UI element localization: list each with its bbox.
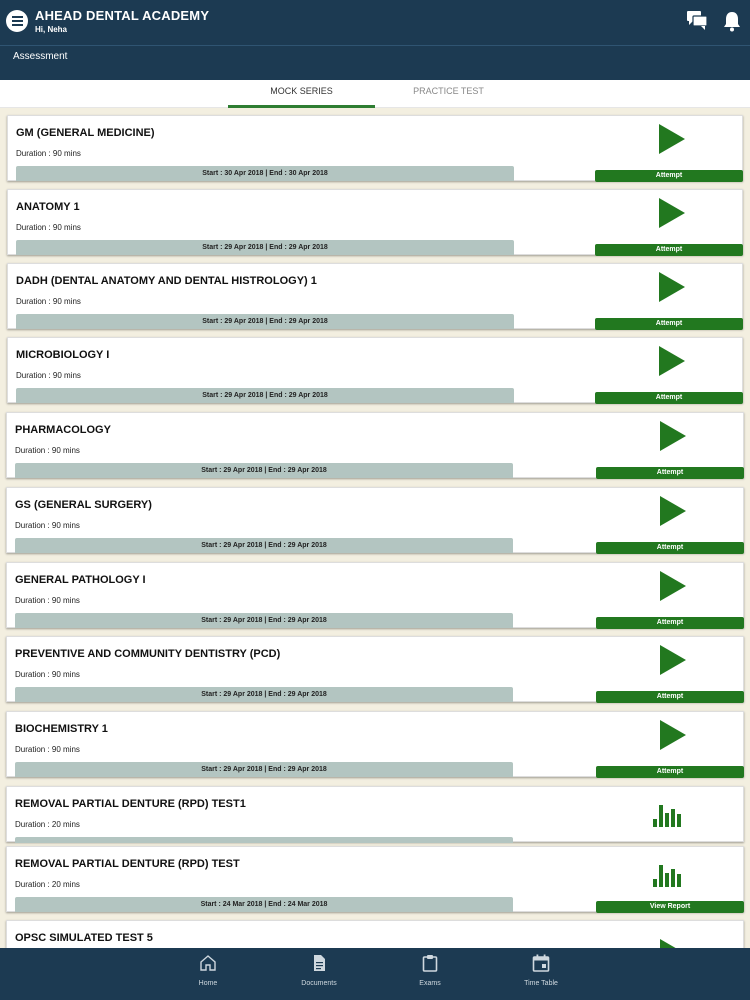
test-card[interactable]: [6, 711, 744, 777]
test-dates: Start : 29 Apr 2018 | End : 29 Apr 2018: [16, 314, 514, 329]
nav-documents[interactable]: [279, 954, 359, 987]
nav-exams[interactable]: [390, 954, 470, 987]
test-duration: Duration : 90 mins: [15, 745, 80, 754]
header-divider: [0, 45, 750, 46]
attempt-button[interactable]: Attempt: [595, 170, 743, 182]
attempt-button[interactable]: Attempt: [596, 467, 744, 479]
test-title: ANATOMY 1: [16, 201, 80, 213]
clipboard-icon: [421, 954, 439, 972]
attempt-button[interactable]: Attempt: [596, 617, 744, 629]
bottom-nav: [0, 948, 750, 1000]
test-dates: Start : 24 Mar 2018 | End : 24 Mar 2018: [15, 897, 513, 912]
play-icon[interactable]: [660, 939, 686, 948]
test-dates: Start : 30 Apr 2018 | End : 30 Apr 2018: [16, 166, 514, 181]
test-title: GS (GENERAL SURGERY): [15, 499, 152, 511]
test-title: GENERAL PATHOLOGY I: [15, 574, 146, 586]
section-label: Assessment: [13, 51, 68, 62]
test-duration: Duration : 90 mins: [15, 670, 80, 679]
play-icon[interactable]: [659, 272, 685, 302]
test-dates: [15, 837, 513, 843]
test-card[interactable]: [7, 115, 743, 181]
test-duration: Duration : 90 mins: [16, 297, 81, 306]
bar-chart-icon[interactable]: [653, 861, 681, 887]
play-icon[interactable]: [660, 720, 686, 750]
nav-time-table-label: Time Table: [524, 980, 558, 987]
header-top-row: [0, 0, 750, 45]
play-icon[interactable]: [660, 496, 686, 526]
test-duration: Duration : 90 mins: [15, 446, 80, 455]
view-report-button[interactable]: View Report: [596, 901, 744, 913]
test-duration: Duration : 90 mins: [16, 149, 81, 158]
tab-mock-series[interactable]: MOCK SERIES: [270, 86, 333, 96]
test-dates: Start : 29 Apr 2018 | End : 29 Apr 2018: [16, 240, 514, 255]
test-dates: Start : 29 Apr 2018 | End : 29 Apr 2018: [16, 388, 514, 403]
test-card[interactable]: [7, 337, 743, 403]
test-duration: Duration : 90 mins: [16, 371, 81, 380]
bell-icon[interactable]: [722, 10, 742, 32]
play-icon[interactable]: [660, 571, 686, 601]
test-dates: Start : 29 Apr 2018 | End : 29 Apr 2018: [15, 613, 513, 628]
test-title: MICROBIOLOGY I: [16, 349, 110, 361]
play-icon[interactable]: [659, 124, 685, 154]
play-icon[interactable]: [660, 421, 686, 451]
test-duration: Duration : 90 mins: [15, 521, 80, 530]
home-icon: [199, 954, 217, 972]
test-title: GM (GENERAL MEDICINE): [16, 127, 155, 139]
test-duration: Duration : 90 mins: [15, 596, 80, 605]
chat-icon[interactable]: [686, 10, 708, 30]
test-card[interactable]: [6, 487, 744, 553]
test-card[interactable]: [6, 786, 744, 842]
app-title: AHEAD DENTAL ACADEMY: [35, 8, 210, 23]
attempt-button[interactable]: Attempt: [595, 392, 743, 404]
test-dates: Start : 29 Apr 2018 | End : 29 Apr 2018: [15, 463, 513, 478]
attempt-button[interactable]: Attempt: [596, 691, 744, 703]
nav-time-table[interactable]: [501, 954, 581, 987]
calendar-icon: [532, 954, 550, 972]
attempt-button[interactable]: Attempt: [596, 766, 744, 778]
nav-home-label: Home: [198, 980, 218, 987]
nav-exams-label: Exams: [419, 980, 441, 987]
test-dates: Start : 29 Apr 2018 | End : 29 Apr 2018: [15, 538, 513, 553]
test-card[interactable]: [6, 412, 744, 478]
test-title: PHARMACOLOGY: [15, 424, 111, 436]
test-card[interactable]: [7, 263, 743, 329]
test-card[interactable]: [6, 920, 744, 948]
test-card[interactable]: [6, 562, 744, 628]
attempt-button[interactable]: Attempt: [595, 244, 743, 256]
nav-home[interactable]: [168, 954, 248, 987]
attempt-button[interactable]: Attempt: [596, 542, 744, 554]
test-title: OPSC SIMULATED TEST 5: [15, 932, 153, 944]
document-icon: [310, 954, 328, 972]
menu-icon[interactable]: [6, 10, 28, 32]
app-header: [0, 0, 750, 80]
bar-chart-icon[interactable]: [653, 801, 681, 827]
test-title: PREVENTIVE AND COMMUNITY DENTISTRY (PCD): [15, 648, 281, 660]
test-title: REMOVAL PARTIAL DENTURE (RPD) TEST1: [15, 798, 246, 810]
attempt-button[interactable]: Attempt: [595, 318, 743, 330]
play-icon[interactable]: [659, 198, 685, 228]
test-list: [0, 108, 750, 948]
tab-bar: [0, 80, 750, 108]
user-greeting: Hi, Neha: [35, 25, 68, 34]
play-icon[interactable]: [660, 645, 686, 675]
test-card[interactable]: [6, 846, 744, 912]
test-card[interactable]: [7, 189, 743, 255]
play-icon[interactable]: [659, 346, 685, 376]
nav-documents-label: Documents: [301, 980, 337, 987]
test-duration: Duration : 90 mins: [16, 223, 81, 232]
test-title: REMOVAL PARTIAL DENTURE (RPD) TEST: [15, 858, 240, 870]
test-duration: Duration : 20 mins: [15, 820, 80, 829]
test-dates: Start : 29 Apr 2018 | End : 29 Apr 2018: [15, 687, 513, 702]
test-card[interactable]: [6, 636, 744, 702]
test-title: BIOCHEMISTRY 1: [15, 723, 108, 735]
test-title: DADH (DENTAL ANATOMY AND DENTAL HISTROLOGY) 1: [16, 275, 317, 287]
test-duration: Duration : 20 mins: [15, 880, 80, 889]
test-dates: Start : 29 Apr 2018 | End : 29 Apr 2018: [15, 762, 513, 777]
tab-practice-test[interactable]: PRACTICE TEST: [413, 86, 484, 96]
